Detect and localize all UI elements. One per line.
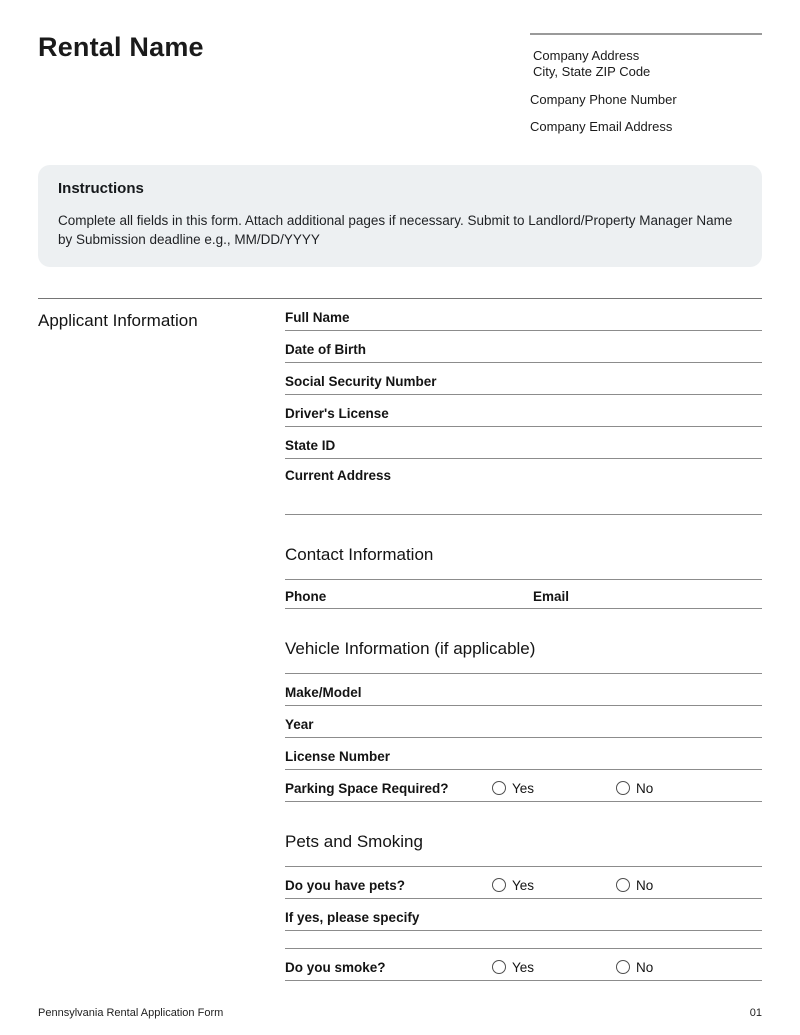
page-footer xyxy=(38,1007,762,1019)
radio-option-label-yes: Yes xyxy=(512,877,535,893)
page-title: Rental Name xyxy=(38,32,204,62)
company-address-line1: Company Address xyxy=(533,48,640,63)
subsection-heading-contact-information: Contact Information xyxy=(285,545,762,580)
company-email: Company Email Address xyxy=(530,119,673,134)
pets-question-label: Do you have pets? xyxy=(285,877,406,893)
field-label-full-name: Full Name xyxy=(285,309,350,325)
footer-document-title: Pennsylvania Rental Application Form xyxy=(38,1007,224,1019)
company-address-line2: City, State ZIP Code xyxy=(533,64,651,79)
radio-option-label-no: No xyxy=(636,877,654,893)
field-label-make-model: Make/Model xyxy=(285,684,362,700)
parking-no-option[interactable] xyxy=(616,781,653,796)
subsection-heading-pets-and-smoking: Pets and Smoking xyxy=(285,832,762,867)
field-date-of-birth[interactable] xyxy=(285,331,762,363)
company-divider-line xyxy=(530,33,762,35)
radio-option-label-yes: Yes xyxy=(512,959,535,975)
parking-question-label: Parking Space Required? xyxy=(285,780,449,796)
pets-specify-extra-write-line[interactable] xyxy=(285,931,762,949)
field-current-address[interactable] xyxy=(285,459,762,515)
phone-label: Phone xyxy=(285,589,327,604)
field-social-security-number[interactable] xyxy=(285,363,762,395)
radio-option-label-yes: Yes xyxy=(512,780,535,796)
field-label-license-number: License Number xyxy=(285,748,391,764)
instructions-box xyxy=(38,165,762,267)
footer-page-number: 01 xyxy=(749,1007,762,1019)
field-drivers-license[interactable] xyxy=(285,395,762,427)
have-pets-row xyxy=(285,867,762,899)
parking-space-required-row xyxy=(285,770,762,802)
field-label-social-security-number: Social Security Number xyxy=(285,373,437,389)
pets-yes-option[interactable] xyxy=(492,878,616,893)
subsection-heading-vehicle-information: Vehicle Information (if applicable) xyxy=(285,639,762,674)
parking-yes-option[interactable] xyxy=(492,781,616,796)
page-header xyxy=(38,30,762,165)
email-label: Email xyxy=(533,589,570,604)
radio-button-icon[interactable] xyxy=(616,781,630,795)
radio-button-icon[interactable] xyxy=(492,960,506,974)
radio-option-label-no: No xyxy=(636,959,654,975)
company-info-block xyxy=(530,30,762,165)
radio-button-icon[interactable] xyxy=(616,960,630,974)
field-label-date-of-birth: Date of Birth xyxy=(285,341,366,357)
applicant-information-section xyxy=(38,298,762,981)
field-state-id[interactable] xyxy=(285,427,762,459)
field-license-number[interactable] xyxy=(285,738,762,770)
instructions-heading: Instructions xyxy=(58,180,144,197)
radio-button-icon[interactable] xyxy=(492,781,506,795)
field-label-pets-specify: If yes, please specify xyxy=(285,909,420,925)
smoke-yes-option[interactable] xyxy=(492,960,616,975)
instructions-body: Complete all fields in this form. Attach additional pages if necessary. Submit to Landlord/Property Manager Name by Submission deadline e.g., MM/DD/YYYY xyxy=(58,213,733,247)
field-label-state-id: State ID xyxy=(285,437,336,453)
field-label-current-address: Current Address xyxy=(285,468,392,483)
radio-option-label-no: No xyxy=(636,780,654,796)
company-address xyxy=(530,48,762,80)
field-label-year: Year xyxy=(285,716,314,732)
field-phone-email[interactable] xyxy=(285,580,762,609)
field-full-name[interactable] xyxy=(285,299,762,331)
radio-button-icon[interactable] xyxy=(616,878,630,892)
do-you-smoke-row xyxy=(285,949,762,981)
smoke-no-option[interactable] xyxy=(616,960,653,975)
field-pets-specify[interactable] xyxy=(285,899,762,931)
smoke-question-label: Do you smoke? xyxy=(285,959,386,975)
company-phone: Company Phone Number xyxy=(530,92,677,107)
form-fields-column xyxy=(285,299,762,981)
field-year[interactable] xyxy=(285,706,762,738)
field-make-model[interactable] xyxy=(285,674,762,706)
radio-button-icon[interactable] xyxy=(492,878,506,892)
pets-no-option[interactable] xyxy=(616,878,653,893)
section-heading-applicant-information: Applicant Information xyxy=(38,311,198,330)
field-label-drivers-license: Driver's License xyxy=(285,405,389,421)
